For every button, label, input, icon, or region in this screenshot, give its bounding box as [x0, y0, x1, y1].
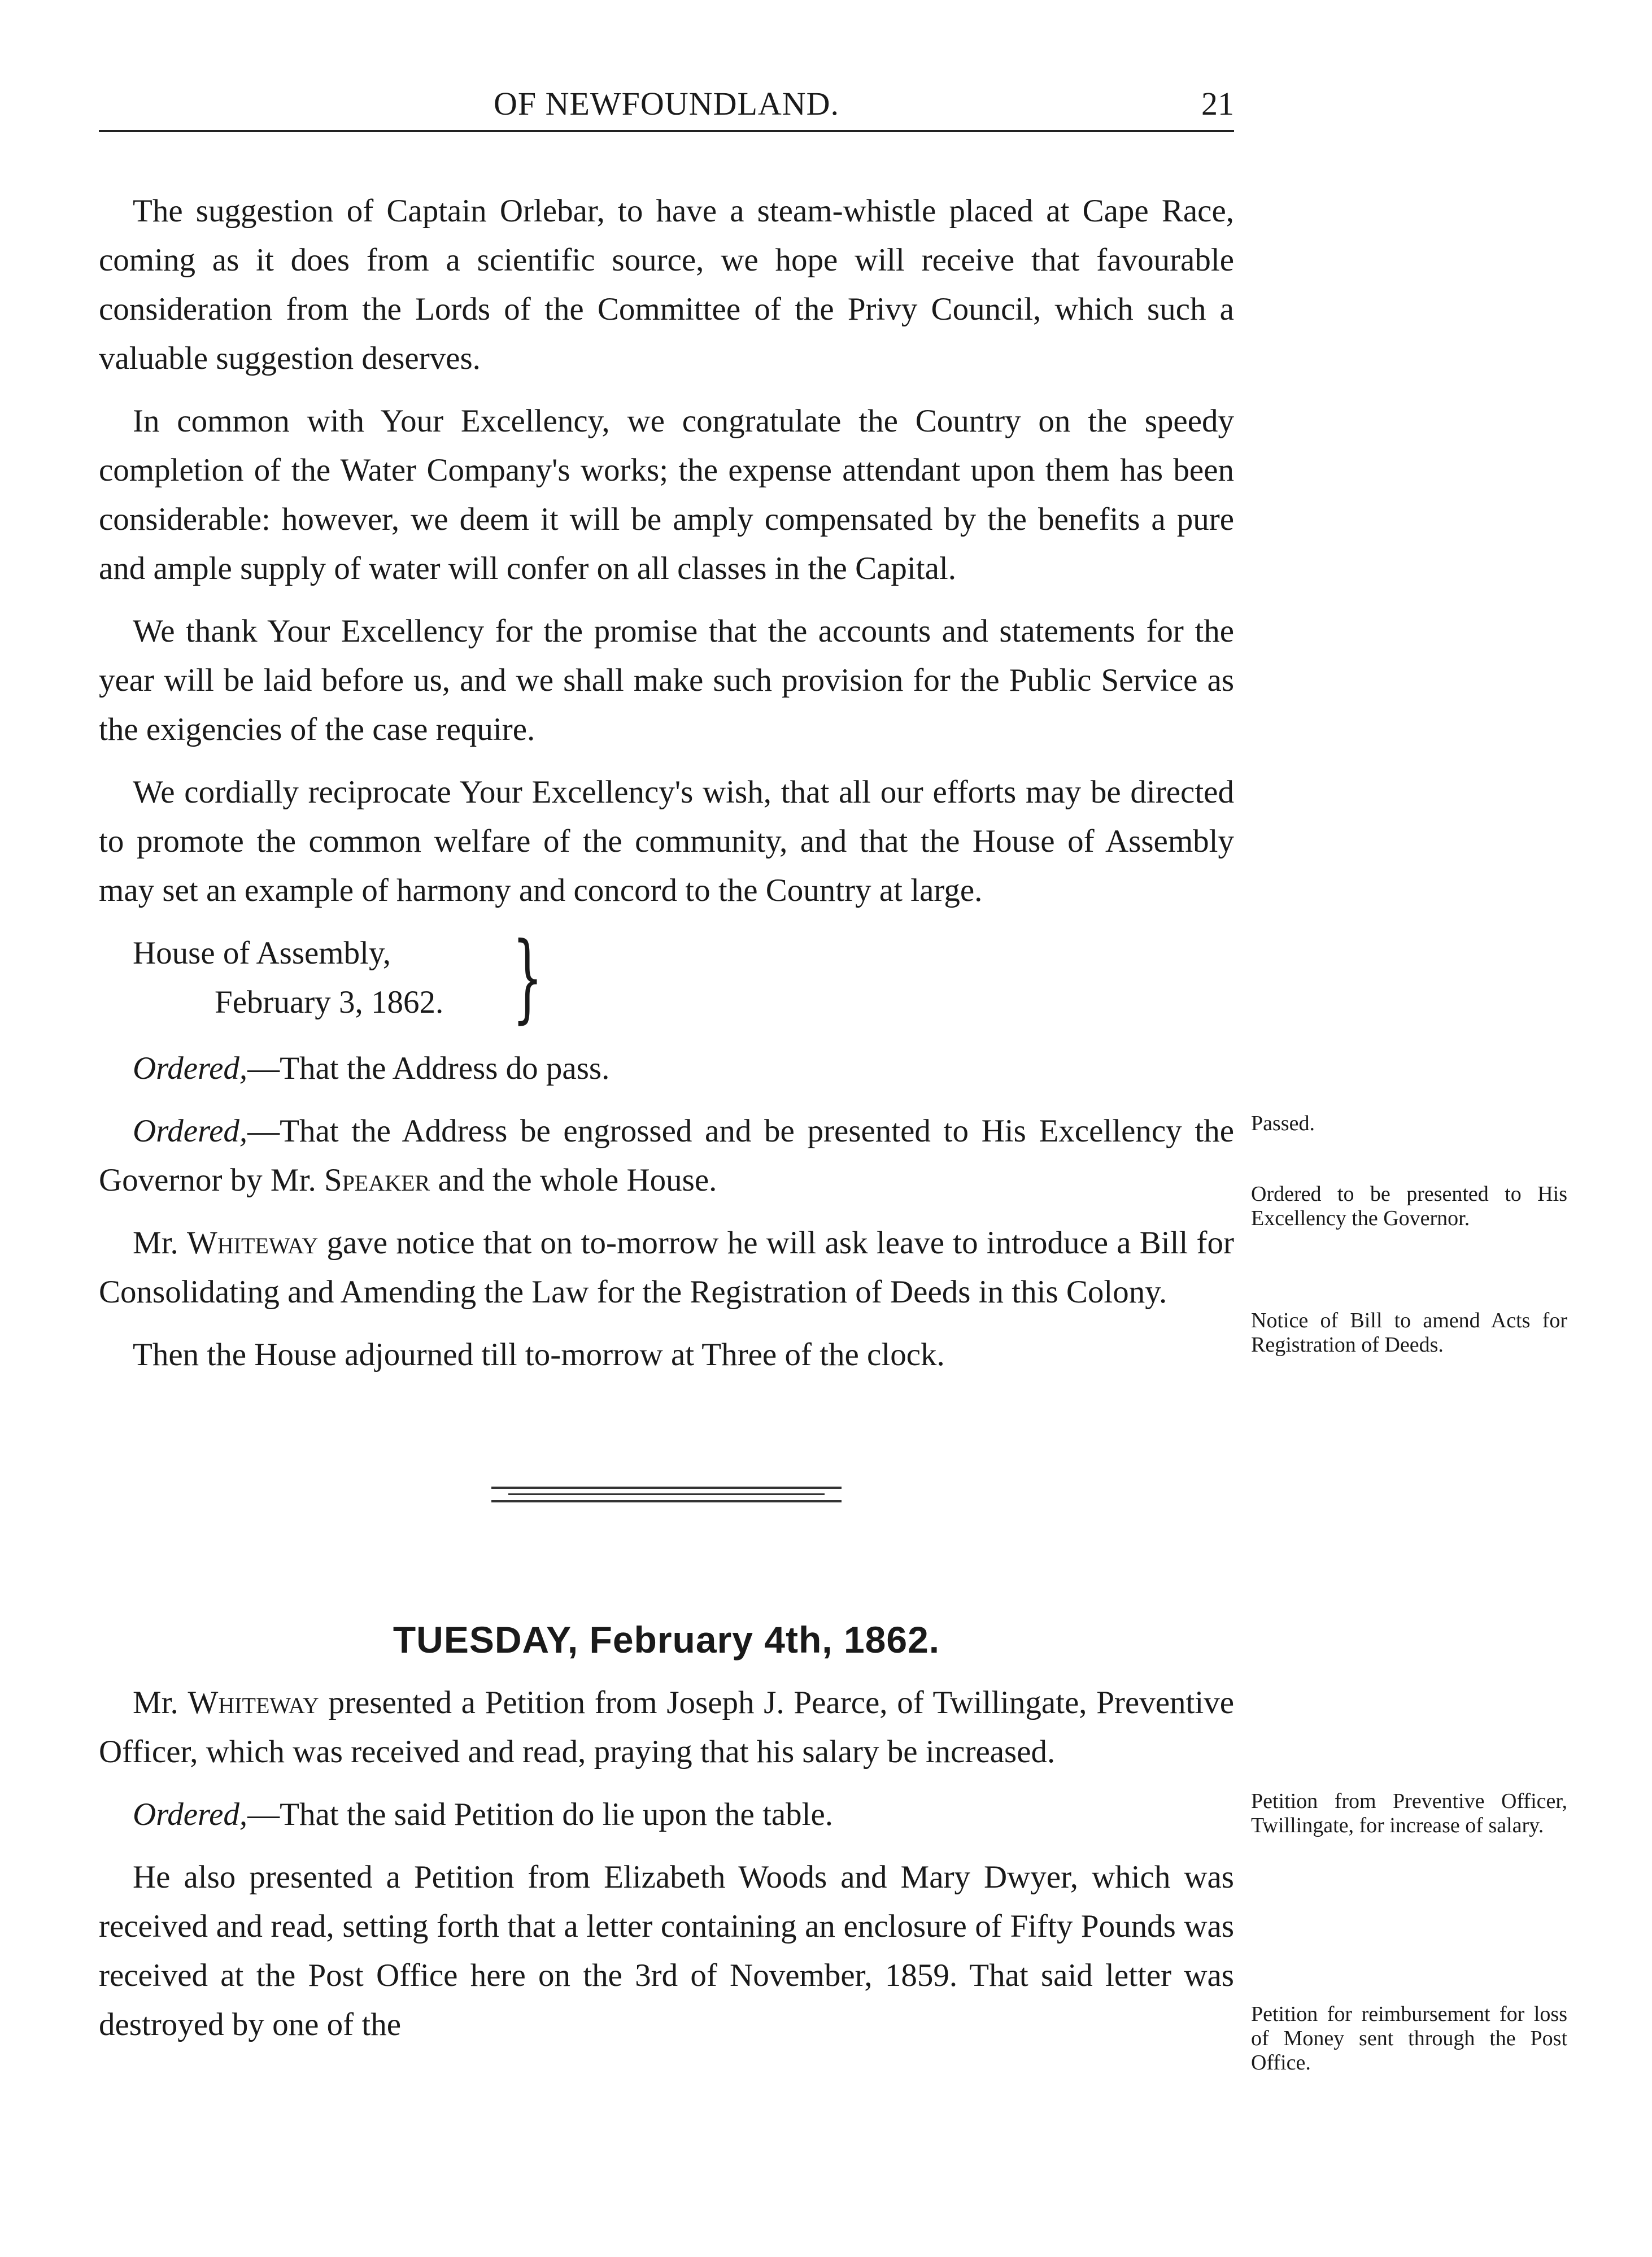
ordered-label: Ordered,: [133, 1797, 248, 1832]
running-head: OF NEWFOUNDLAND.: [493, 85, 840, 122]
ordered-address-pass: [99, 1044, 1234, 1093]
page-number: 21: [1201, 85, 1234, 122]
brace-glyph: }: [512, 922, 543, 1034]
margin-note-notice-bill: Notice of Bill to amend Acts for Registration of Deeds.: [1251, 1309, 1567, 1357]
paragraph-common-welfare: We cordially reciprocate Your Excellency's wish, that all our efforts may be directed to promote the common welfare of the community, and that the House of Assembly may set an example of harmony and concord to the Country at large.: [99, 774, 1234, 908]
page-header: [99, 79, 1234, 132]
paragraph-water-company: In common with Your Excellency, we congratulate the Country on the speedy completion of the Water Company's works; the expense attendant upon them has been considerable: however, we deem it will be amply compensated by the benefits a pure and ample supply of water will confer on all classes in the Capital.: [99, 403, 1234, 586]
day-heading: TUESDAY, February 4th, 1862.: [393, 1619, 940, 1661]
petition-prefix: Mr.: [133, 1685, 188, 1720]
main-text: [99, 186, 1234, 2063]
ordered-text: —That the Address be engrossed and be presented to His Excellency the Governor by Mr.: [99, 1113, 1234, 1198]
petition-woods-dwyer: He also presented a Petition from Elizabeth Woods and Mary Dwyer, which was received and read, setting forth that a letter containing an enclosure of Fifty Pounds was received at the Post Office here on the 3rd of November, 1859. That said letter was destroyed by one of the: [99, 1859, 1234, 2042]
paragraph-steam-whistle: The suggestion of Captain Orlebar, to have a steam-whistle placed at Cape Race, coming as it does from a scientific source, we hope will receive that favourable consideration from the Lords of the Committee of the Privy Council, which such a valuable suggestion deserves.: [99, 193, 1234, 376]
margin-note-petition-preventive: Petition from Preventive Officer, Twillingate, for increase of salary.: [1251, 1789, 1567, 1837]
signoff: [133, 922, 562, 1034]
adjournment: Then the House adjourned till to-morrow at Three of the clock.: [133, 1337, 945, 1372]
margin-note-petition-reimbursement: Petition for reimbursement for loss of Money sent through the Post Office.: [1251, 2002, 1567, 2075]
ordered-label: Ordered,: [133, 1113, 248, 1149]
member-name: Whiteway: [186, 1225, 319, 1261]
ordered-label: Ordered,: [133, 1051, 248, 1086]
speaker-name: Speaker: [324, 1162, 430, 1198]
signoff-line-2: February 3, 1862.: [215, 984, 444, 1020]
ordered-lie-on-table: [99, 1790, 1234, 1839]
ordered-text: —That the said Petition do lie upon the table.: [247, 1797, 834, 1832]
ordered-text: —That the Address do pass.: [247, 1051, 610, 1086]
petition-text: presented a Petition from Joseph J. Pearce, of Twillingate, Preventive Officer, which was received and read, praying that his salary be increased.: [99, 1685, 1234, 1770]
margin-note-passed: Passed.: [1251, 1112, 1315, 1135]
paragraph-accounts: We thank Your Excellency for the promise that the accounts and statements for the year will be laid before us, and we shall make such provision for the Public Service as the exigencies of the case require.: [99, 613, 1234, 747]
signoff-line-1: House of Assembly,: [133, 935, 391, 971]
notice-text: gave notice that on to-morrow he will ask leave to introduce a Bill for Consolidating and Amending the Law for the Registration of Deeds in this Colony.: [99, 1225, 1234, 1310]
notice-prefix: Mr.: [133, 1225, 187, 1261]
margin-note-ordered-presented: Ordered to be presented to His Excellency the Governor.: [1251, 1182, 1567, 1230]
ordered-text-end: and the whole House.: [430, 1162, 717, 1198]
member-name: Whiteway: [188, 1685, 319, 1720]
notice-of-bill: [99, 1218, 1234, 1317]
petition-preventive-officer: [99, 1678, 1234, 1776]
section-divider: [491, 1487, 842, 1502]
ordered-engrossed: [99, 1106, 1234, 1205]
